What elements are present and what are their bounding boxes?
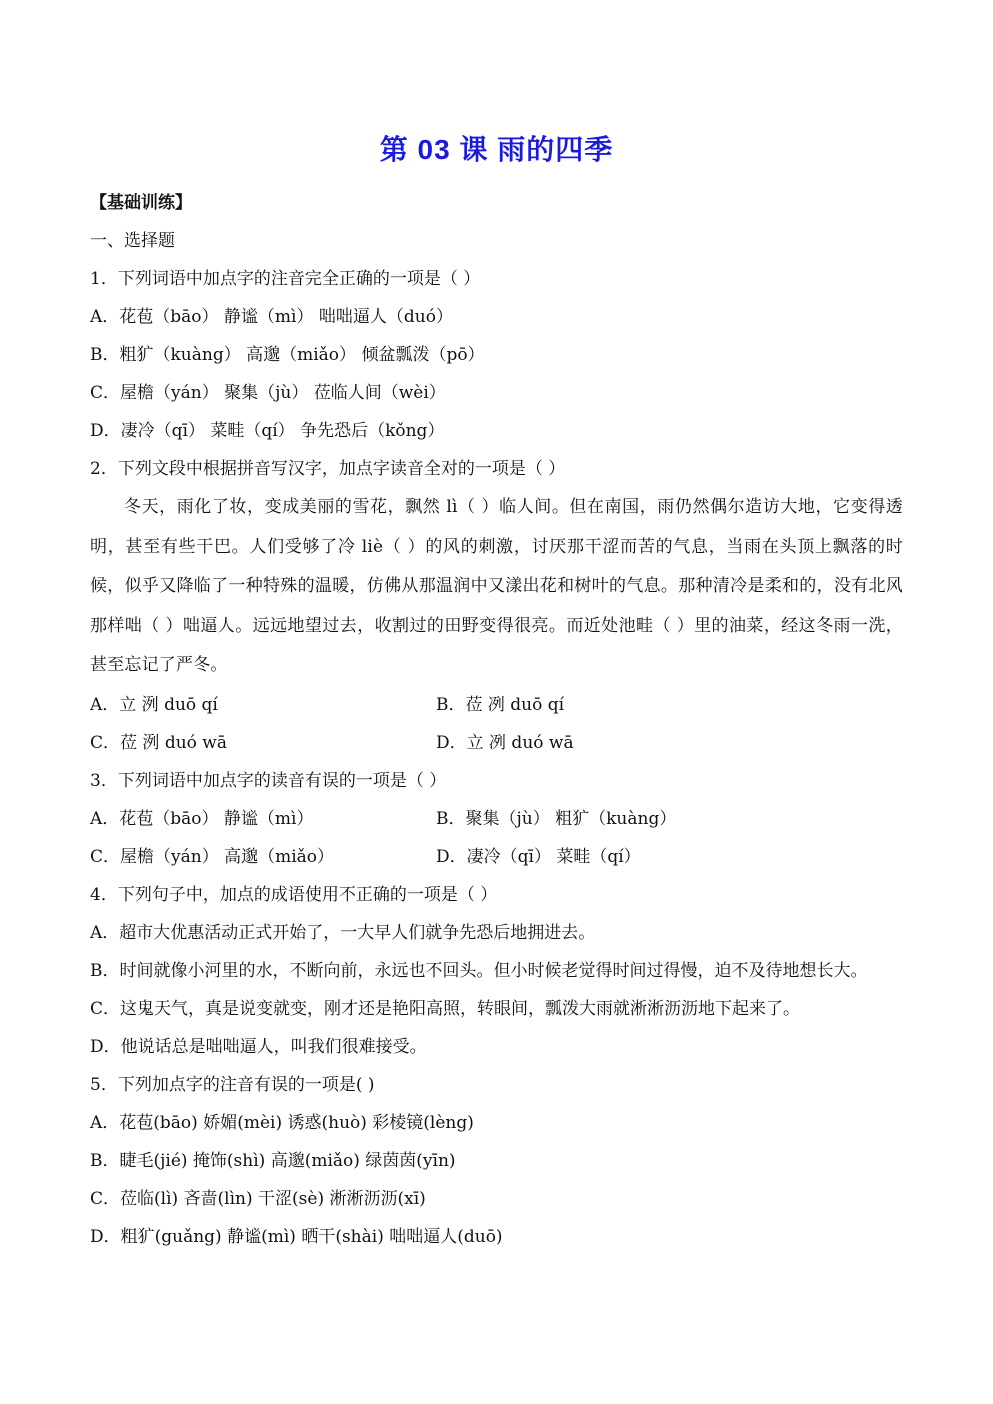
q5-option-a: A．花苞(bāo) 娇媚(mèi) 诱惑(huò) 彩棱镜(lèng) (90, 1112, 474, 1133)
q2-option-a: A．立 洌 duō qí (90, 694, 218, 715)
q2-option-b: B．莅 冽 duō qí (436, 694, 565, 715)
question-3-stem: 3．下列词语中加点字的读音有误的一项是（ ） (90, 770, 447, 791)
q2-options-row-1 (90, 690, 903, 728)
q4-option-b: B．时间就像小河里的水，不断向前，永远也不回头。但小时候老觉得时间过得慢，迫不及待地想长大。 (90, 960, 868, 981)
q4-option-d: D．他说话总是咄咄逼人，叫我们很难接受。 (90, 1036, 427, 1057)
question-4-stem: 4．下列句子中，加点的成语使用不正确的一项是（ ） (90, 884, 498, 905)
q3-option-b: B．聚集（jù） 粗犷（kuàng） (436, 808, 677, 829)
q4-option-c: C．这鬼天气，真是说变就变，刚才还是艳阳高照，转眼间，瓢泼大雨就淅淅沥沥地下起来了。 (90, 998, 801, 1019)
section-header: 【基础训练】 (90, 193, 192, 213)
question-2-stem: 2．下列文段中根据拼音写汉字，加点字读音全对的一项是（ ） (90, 459, 566, 479)
q3-options-row-2 (90, 842, 903, 880)
q3-option-a: A．花苞（bāo） 静谧（mì） (90, 808, 314, 829)
q1-option-d: D．凄冷（qī） 菜畦（qí） 争先恐后（kǒng） (90, 421, 445, 441)
q2-passage: 冬天，雨化了妆，变成美丽的雪花，飘然 lì（ ）临人间。但在南国，雨仍然偶尔造访大地，它变得透明，甚至有些干巴。人们受够了冷 liè（ ）的风的刺激，讨厌那干涩而苦的气息，当雨在头顶上飘落的时候，似乎又降临了一种特殊的温暖，仿佛从那温润中又漾出花和树叶的气息。那种清冷是柔和的，没有北风那样咄（ ）咄逼人。远远地望过去，收割过的田野变得很亮。而近处池畦（ ）里的油菜，经这冬雨一洗，甚至忘记了严冬。 (90, 497, 903, 675)
q4-option-a: A．超市大优惠活动正式开始了，一大早人们就争先恐后地拥进去。 (90, 922, 596, 943)
q5-option-b: B．睫毛(jié) 掩饰(shì) 高邈(miǎo) 绿茵茵(yīn) (90, 1150, 456, 1171)
content (90, 188, 903, 1260)
q3-option-d: D．凄冷（qī） 菜畦（qí） (436, 846, 641, 867)
part-heading: 一、选择题 (90, 231, 175, 251)
page-title: 第 03 课 雨的四季 (379, 134, 614, 165)
q5-option-c: C．莅临(lì) 吝啬(lìn) 干涩(sè) 淅淅沥沥(xī) (90, 1188, 426, 1209)
q1-option-c: C．屋檐（yán） 聚集（jù） 莅临人间（wèi） (90, 383, 446, 403)
q2-option-d: D．立 冽 duó wā (436, 732, 574, 753)
q3-option-c: C．屋檐（yán） 高邈（miǎo） (90, 846, 335, 867)
q1-option-a: A．花苞（bāo） 静谧（mì） 咄咄逼人（duó） (90, 307, 453, 327)
question-5-stem: 5．下列加点字的注音有误的一项是( ) (90, 1074, 375, 1095)
q2-option-c: C．莅 洌 duó wā (90, 732, 227, 753)
q5-option-d: D．粗犷(guǎng) 静谧(mì) 晒干(shài) 咄咄逼人(duō) (90, 1226, 503, 1247)
q1-option-b: B．粗犷（kuàng） 高邈（miǎo） 倾盆瓢泼（pō） (90, 345, 485, 365)
q3-options-row-1 (90, 804, 903, 842)
q2-options-row-2 (90, 728, 903, 766)
question-1-stem: 1．下列词语中加点字的注音完全正确的一项是（ ） (90, 269, 481, 289)
